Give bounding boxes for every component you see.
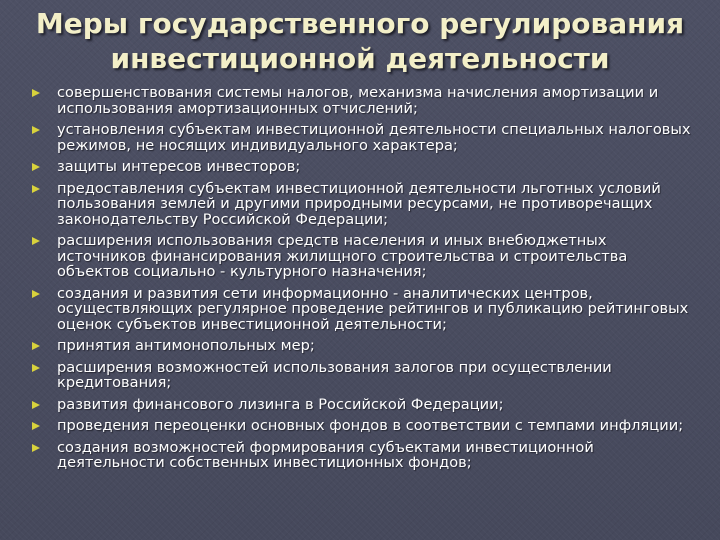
list-item-text: установления субъектам инвестиционной деятельности специальных налоговых режимов, не носящих индивидуального характера; bbox=[57, 121, 691, 154]
list-item bbox=[30, 85, 700, 116]
list-item-text: создания и развития сети информационно - аналитических центров, осуществляющих регулярное проведение рейтингов и публикацию рейтинговых оценок субъектов инвестиционной деятельности; bbox=[57, 284, 689, 333]
list-item bbox=[30, 397, 700, 413]
triangle-bullet-icon bbox=[32, 290, 40, 298]
list-item-text: расширения возможностей использования залогов при осуществлении кредитования; bbox=[57, 358, 612, 391]
list-item-text: расширения использования средств населения и иных внебюджетных источников финансирования жилищного строительства и строительства объектов социально - культурного назначения; bbox=[57, 232, 628, 280]
list-item bbox=[30, 159, 700, 175]
list-item bbox=[30, 418, 700, 434]
list-item-text: совершенствования системы налогов, механизма начисления амортизации и использования амортизационных отчислений; bbox=[57, 84, 659, 117]
list-item bbox=[30, 440, 700, 471]
list-item bbox=[30, 338, 700, 354]
triangle-bullet-icon bbox=[32, 444, 40, 452]
triangle-bullet-icon bbox=[32, 163, 40, 171]
triangle-bullet-icon bbox=[32, 342, 40, 350]
list-item bbox=[30, 360, 700, 391]
triangle-bullet-icon bbox=[32, 401, 40, 409]
triangle-bullet-icon bbox=[32, 237, 40, 245]
triangle-bullet-icon bbox=[32, 364, 40, 372]
bullet-list bbox=[30, 85, 700, 477]
slide-title: Меры государственного регулирования инвестиционной деятельности bbox=[35, 7, 685, 75]
list-item-text: проведения переоценки основных фондов в соответствии с темпами инфляции; bbox=[57, 417, 684, 434]
list-item-text: защиты интересов инвесторов; bbox=[57, 158, 301, 175]
triangle-bullet-icon bbox=[32, 126, 40, 134]
list-item-text: создания возможностей формирования субъектами инвестиционной деятельности собственных инвестиционных фондов; bbox=[57, 438, 594, 471]
list-item-text: развития финансового лизинга в Российской Федерации; bbox=[57, 395, 504, 413]
list-item-text: принятия антимонопольных мер; bbox=[57, 337, 315, 354]
list-item bbox=[30, 181, 700, 228]
triangle-bullet-icon bbox=[32, 89, 40, 97]
triangle-bullet-icon bbox=[32, 422, 40, 430]
list-item bbox=[30, 286, 700, 333]
triangle-bullet-icon bbox=[32, 185, 40, 193]
list-item-text: предоставления субъектам инвестиционной деятельности льготных условий пользования землей и другими природными ресурсами, не противоречащих законодательству Российской Федерации; bbox=[57, 179, 661, 228]
list-item bbox=[30, 233, 700, 280]
list-item bbox=[30, 122, 700, 153]
